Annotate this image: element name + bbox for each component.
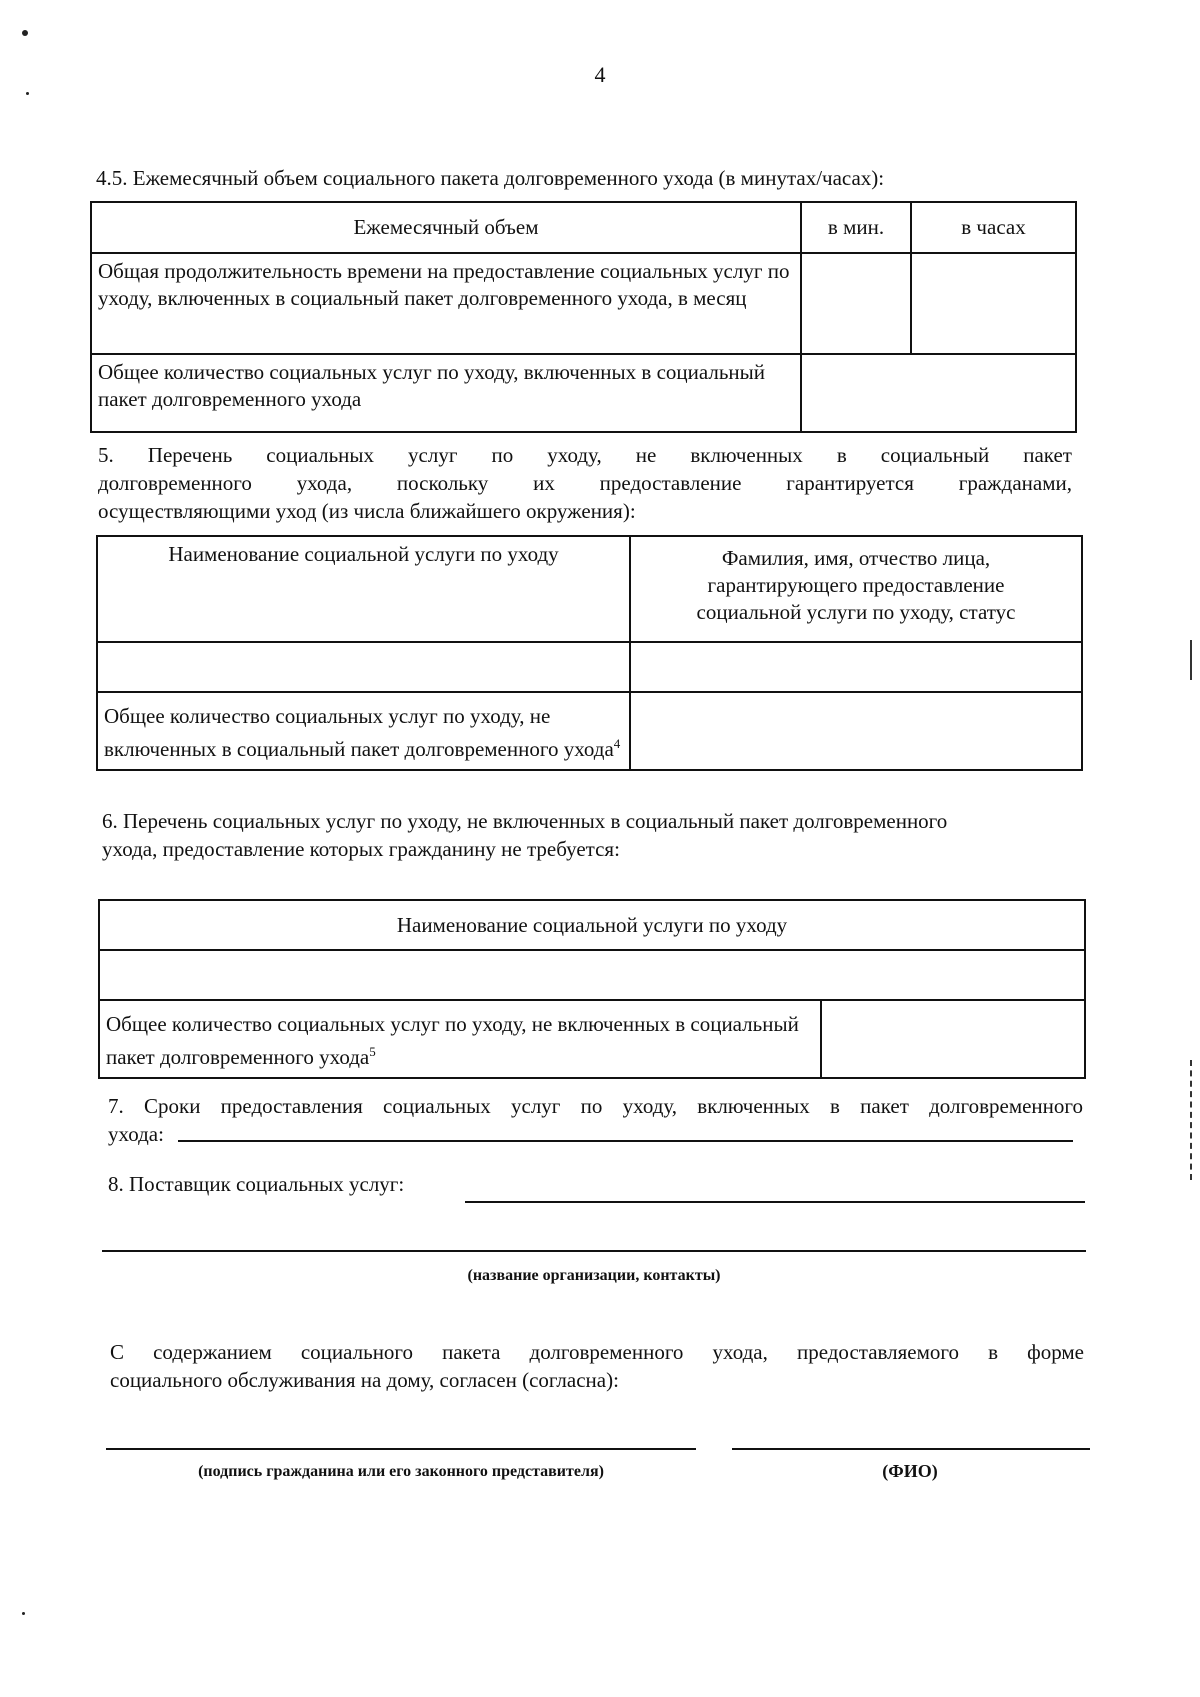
scan-edge-mark: [1190, 640, 1192, 680]
fio-field[interactable]: [732, 1448, 1090, 1450]
section-4-5-title: 4.5. Ежемесячный объем социального пакета долговременного ухода (в минутах/часах):: [96, 166, 885, 190]
guarantor-person-cell[interactable]: [630, 642, 1082, 692]
footnote-marker: 5: [369, 1044, 376, 1059]
provider-field-line-2[interactable]: [102, 1250, 1086, 1252]
signature-field[interactable]: [106, 1448, 696, 1450]
provider-caption: (название организации, контакты): [467, 1267, 721, 1284]
header-service-name: Наименование социальной услуги по уходу: [97, 536, 630, 642]
section-5-line-1: 5. Перечень социальных услуг по уходу, не включенных в социальный пакет: [98, 443, 1072, 467]
scan-speck: [26, 92, 29, 95]
provider-field-line-1[interactable]: [465, 1201, 1085, 1203]
row-not-included-total-label: [97, 692, 630, 770]
row-not-required-total-label: [99, 1000, 821, 1078]
scan-edge-mark: [1190, 1060, 1192, 1180]
total-duration-minutes-cell[interactable]: [801, 253, 911, 354]
caregiver-services-table: [96, 535, 1083, 771]
scan-speck: [22, 30, 28, 36]
not-required-service-cell[interactable]: [99, 950, 1085, 1000]
section-5-line-2: долговременного ухода, поскольку их предоставление гарантируется гражданами,: [98, 471, 1072, 495]
section-8-label: 8. Поставщик социальных услуг:: [108, 1172, 405, 1196]
not-required-total-text: Общее количество социальных услуг по уходу, не включенных в социальный пакет долговременного ухода: [106, 1012, 799, 1069]
header-minutes: в мин.: [801, 202, 911, 253]
not-required-services-table: [98, 899, 1086, 1079]
total-duration-hours-cell[interactable]: [911, 253, 1076, 354]
section-7-line-1: 7. Сроки предоставления социальных услуг по уходу, включенных в пакет долговременного: [108, 1094, 1083, 1118]
fio-caption: (ФИО): [882, 1461, 938, 1481]
row-total-count-label: Общее количество социальных услуг по уходу, включенных в социальный пакет долговременного ухода: [91, 354, 801, 432]
service-period-field[interactable]: [178, 1140, 1073, 1142]
section-7-line-2: ухода:: [108, 1122, 164, 1146]
section-5-line-3: осуществляющими уход (из числа ближайшего окружения):: [98, 499, 636, 523]
signature-caption: (подпись гражданина или его законного представителя): [198, 1463, 604, 1480]
header-service-name: Наименование социальной услуги по уходу: [99, 900, 1085, 950]
monthly-volume-table: [90, 201, 1077, 433]
total-count-cell[interactable]: [801, 354, 1076, 432]
not-required-total-cell[interactable]: [821, 1000, 1085, 1078]
header-monthly-volume: Ежемесячный объем: [91, 202, 801, 253]
scan-speck: [22, 1612, 25, 1615]
service-name-cell[interactable]: [97, 642, 630, 692]
header-hours: в часах: [911, 202, 1076, 253]
row-total-duration-label: Общая продолжительность времени на предоставление социальных услуг по уходу, включенных в социальный пакет долговременного ухода, в месяц: [91, 253, 801, 354]
header-guarantor-person: Фамилия, имя, отчество лица, гарантирующего предоставление социальной услуги по уходу, статус: [630, 536, 1082, 642]
footnote-marker: 4: [613, 736, 621, 751]
not-included-total-text: Общее количество социальных услуг по уходу, не включенных в социальный пакет долговременного ухода: [104, 704, 614, 761]
page-number: 4: [594, 62, 606, 87]
section-6-line-1: 6. Перечень социальных услуг по уходу, не включенных в социальный пакет долговременного: [102, 809, 948, 833]
section-6-line-2: ухода, предоставление которых гражданину не требуется:: [102, 837, 620, 861]
consent-line-2: социального обслуживания на дому, согласен (согласна):: [110, 1368, 619, 1392]
not-included-total-cell[interactable]: [630, 692, 1082, 770]
consent-line-1: С содержанием социального пакета долговременного ухода, предоставляемого в форме: [110, 1340, 1084, 1364]
